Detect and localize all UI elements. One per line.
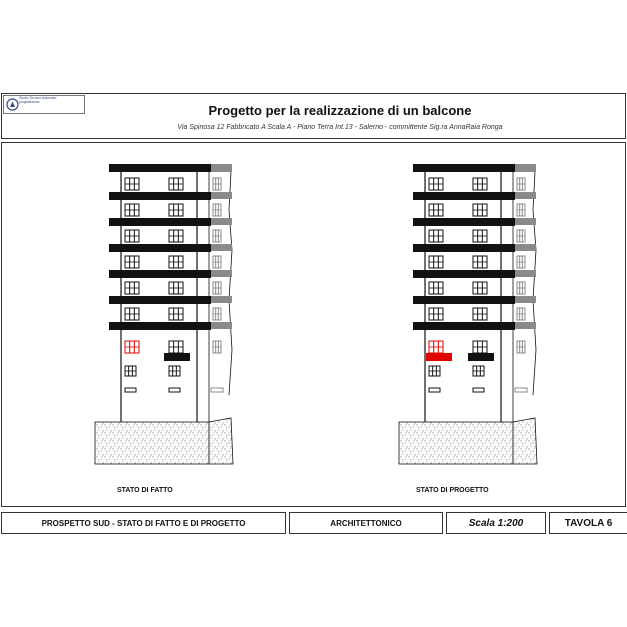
page-title: Progetto per la realizzazione di un balcone: [208, 103, 472, 118]
balcony-slab: [413, 296, 515, 304]
balcony-slab: [109, 244, 211, 252]
balcony-slab: [109, 192, 211, 200]
roof-slab-side: [515, 164, 536, 172]
balcony-slab-side: [211, 296, 232, 303]
balcony-slab: [109, 322, 211, 330]
break-line: [229, 172, 232, 395]
terrain: [95, 422, 209, 464]
vent: [473, 388, 484, 392]
vent-side: [515, 388, 527, 392]
terrain-side: [513, 418, 537, 464]
new-balcony: [426, 353, 452, 361]
balcony-slab: [413, 322, 515, 330]
vent: [125, 388, 136, 392]
footer-description: PROSPETTO SUD - STATO DI FATTO E DI PROGETTO: [1, 512, 286, 534]
terrain: [399, 422, 513, 464]
balcony-slab-side: [211, 270, 232, 277]
balcony-slab-side: [211, 322, 232, 329]
balcony-slab-side: [515, 244, 536, 251]
balcony-slab-side: [515, 270, 536, 277]
footer-category: ARCHITETTONICO: [289, 512, 443, 534]
logo-text-line2: progettazione: [19, 100, 40, 104]
vent: [169, 388, 180, 392]
caption-project: STATO DI PROGETTO: [416, 487, 489, 494]
vent-side: [211, 388, 223, 392]
footer-sheet: TAVOLA 6: [549, 512, 627, 534]
balcony-slab-side: [211, 218, 232, 225]
balcony-slab-side: [211, 192, 232, 199]
balcony-slab: [413, 218, 515, 226]
page-subtitle: Via Spinosa 12 Fabbricato A Scala A - Piano Terra Int.13 - Salerno - committente Sig.ra AnnaRaia Ronga: [177, 124, 503, 131]
logo-text-line1: Studio Tecnico Associato: [19, 96, 57, 100]
balcony-slab-side: [515, 322, 536, 329]
balcony-slab: [413, 192, 515, 200]
caption-existing: STATO DI FATTO: [117, 487, 173, 494]
balcony-slab-side: [515, 192, 536, 199]
balcony-slab-side: [515, 218, 536, 225]
break-line: [533, 172, 536, 395]
balcony-slab-side: [515, 296, 536, 303]
balcony-slab: [109, 270, 211, 278]
balcony-slab: [413, 270, 515, 278]
vent: [429, 388, 440, 392]
balcony-slab-side: [211, 244, 232, 251]
balcony-slab: [109, 296, 211, 304]
roof-slab: [413, 164, 515, 172]
balcony-slab: [109, 218, 211, 226]
roof-slab-side: [211, 164, 232, 172]
footer-scale: Scala 1:200: [446, 512, 546, 534]
existing-balcony: [468, 353, 494, 361]
balcony-slab: [413, 244, 515, 252]
terrain-side: [209, 418, 233, 464]
roof-slab: [109, 164, 211, 172]
existing-balcony: [164, 353, 190, 361]
